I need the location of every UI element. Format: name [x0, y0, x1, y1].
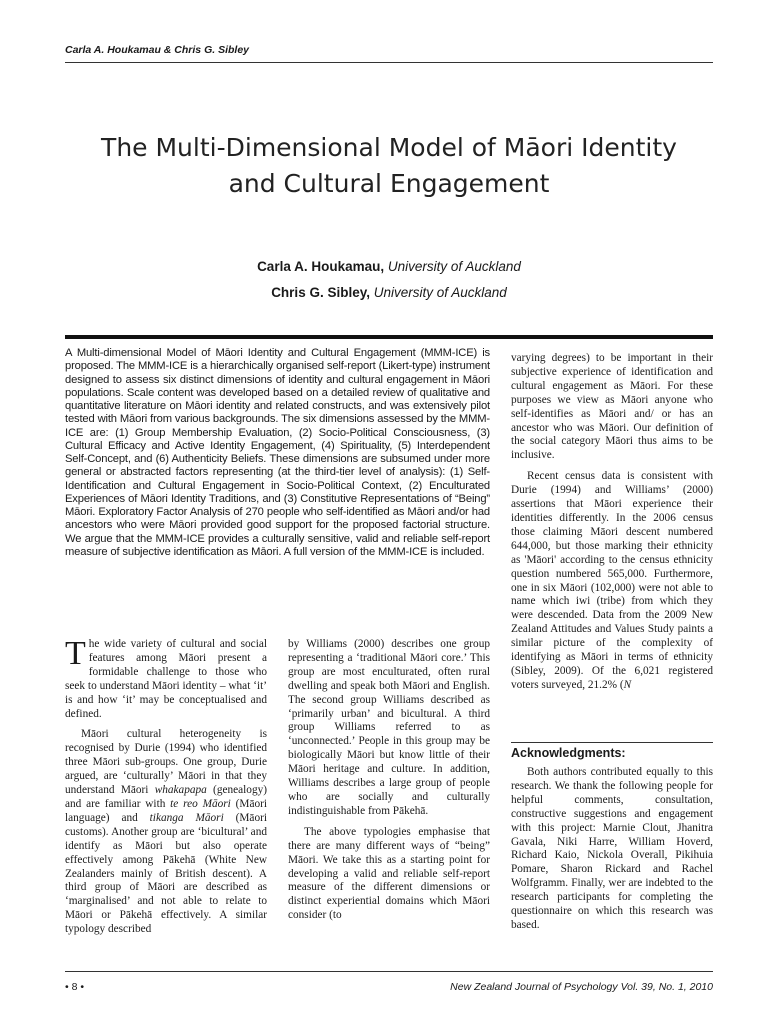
italic-term: te reo Māori: [170, 797, 231, 810]
intro-text: he wide variety of cultural and social features among Māori present a formidable challenge to those who seek to understand Māori identity – what ‘it’ is and how ‘it’ may be conceptualised and defined.: [65, 638, 267, 720]
title-line-2: and Cultural Engagement: [228, 169, 550, 198]
running-head: Carla A. Houkamau & Chris G. Sibley: [65, 44, 249, 56]
journal-citation: New Zealand Journal of Psychology Vol. 39, No. 1, 2010: [450, 981, 713, 993]
author-1-name: Carla A. Houkamau,: [257, 259, 385, 274]
author-2-name: Chris G. Sibley,: [271, 285, 370, 300]
acknowledgments-rule: [511, 742, 713, 743]
census-paragraph: [511, 470, 713, 693]
williams-paragraph: by Williams (2000) describes one group representing a ‘traditional Māori core.’ This group are most enculturated, often rural dwelling and speak both Māori and English. The second group Williams described as ‘primarily urban’ and bicultural. A third group Williams referred to as ‘unconnected.’ People in this group may be biologically Māori but know little of their Māori heritage and culture. In addition, Williams describes a large group of people who are socially and culturally indistinguishable from Pākehā.: [288, 638, 490, 817]
header-rule: [65, 62, 713, 63]
definition-paragraph: varying degrees) to be important in their subjective experience of identification and cultural engagement as Māori. For these purposes we view as Māori anyone who self-identifies as Māori and/ or has an ancestor who was Māori. Our definition of the social category Māori thus aims to be inclusive.: [511, 352, 713, 462]
text-run: (genealogy) and are familiar with: [65, 784, 268, 810]
intro-paragraph: [65, 635, 267, 721]
body-column-middle: [288, 638, 490, 930]
author-2-affiliation: University of Auckland: [373, 285, 507, 300]
italic-term: N: [623, 678, 632, 691]
text-run: (Māori language) and: [65, 797, 268, 824]
italic-term: whakapapa: [154, 784, 207, 797]
text-run: Māori cultural heterogeneity is recognised by Durie (1994) who identified three Māori sub-groups. One group, Durie argued, are ‘culturally’ Māori in that they understand Māori: [65, 728, 267, 797]
text-run: Recent census data is consistent with Durie (1994) and Williams’ (2000) assertions that Māori experience their identities differently. In the 2006 census those claiming Māori descent numbered 644,000, but those marking their ethnicity as 'Māori' according to the census ethnicity question numbered 565,000. Furthermore, one in six Māori (102,000) were not able to name which iwi (tribe) from which they were descended. Data from the 2009 New Zealand Attitudes and Values Study paints a similar picture of the complexity of identifying as Māori in terms of ethnicity (Sibley, 2009). Of the 6,021 registered voters surveyed, 21.2% (: [511, 470, 713, 691]
author-2: [65, 285, 713, 300]
italic-term: tikanga Māori: [149, 811, 224, 824]
body-column-right: [511, 352, 713, 700]
author-1-affiliation: University of Auckland: [387, 259, 521, 274]
body-column-left: [65, 635, 268, 944]
drop-cap: T: [65, 635, 86, 672]
author-1: [65, 259, 713, 274]
typologies-paragraph: The above typologies emphasise that there are many different ways of “being” Māori. We take this as a starting point for developing a valid and reliable self-report measure of the different dimensions or distinct experiential domains which Māori consider (to: [288, 825, 490, 922]
acknowledgments-body: [511, 766, 713, 940]
heterogeneity-paragraph: [65, 728, 267, 937]
footer-rule: [65, 971, 713, 972]
acknowledgments-heading: Acknowledgments:: [511, 746, 626, 760]
page-number: • 8 •: [65, 981, 85, 993]
abstract: A Multi-dimensional Model of Māori Identity and Cultural Engagement (MMM-ICE) is proposed. The MMM-ICE is a hierarchically organised self-report (Likert-type) instrument designed to assess six distinct dimensions of identity and cultural engagement in Māori populations. Scale content was developed based on a detailed review of qualitative and quantitative literature on Māori identity and related constructs, and was extensively pilot tested with Māori from various backgrounds. The six dimensions assessed by the MMM-ICE are: (1) Group Membership Evaluation, (2) Socio-Political Consciousness, (3) Cultural Efficacy and Active Identity Engagement, (4) Spirituality, (5) Interdependent Self-Concept, and (6) Authenticity Beliefs. These dimensions are subsumed under more general or abstracted factors representing (at the third-tier level of analysis): (1) Self-Identification and Cultural Engagement in Socio-Political Context, (2) Enculturated Experiences of Māori Identity Traditions, and (3) Constitutive Representations of “Being” Māori. Exploratory Factor Analysis of 270 people who self-identified as Māori and/or had ancestors who were Māori provided good support for the proposed factorial structure. We argue that the MMM-ICE provides a culturally sensitive, valid and reliable self-report measure of subjective identification as Māori. A full version of the MMM-ICE is included.: [65, 347, 490, 558]
title-divider: [65, 335, 713, 339]
article-title: [65, 130, 713, 202]
title-line-1: The Multi-Dimensional Model of Māori Identity: [101, 133, 677, 162]
acknowledgments-text: Both authors contributed equally to this research. We thank the following people for helpful comments, consultation, constructive suggestions and engagement with this project: Marnie Clout, Jhanitra Gavala, Niki Harre, William Hoverd, Richard Kaio, Nickola Overall, Pikihuia Pomare, Sharon Rickard and Rachel Wolfgramm. Finally, wer are indebted to the research participants for completing the questionnaire on which this research was based.: [511, 766, 713, 931]
text-run: (Māori customs). Another group are ‘bicultural’ and identify as Māori but also operate effectively among Pākehā (White New Zealanders mainly of British descent). A third group of Māori are described as ‘marginalised’ and not able to relate to Māori or Pākehā effectively. A similar typology described: [65, 811, 267, 936]
